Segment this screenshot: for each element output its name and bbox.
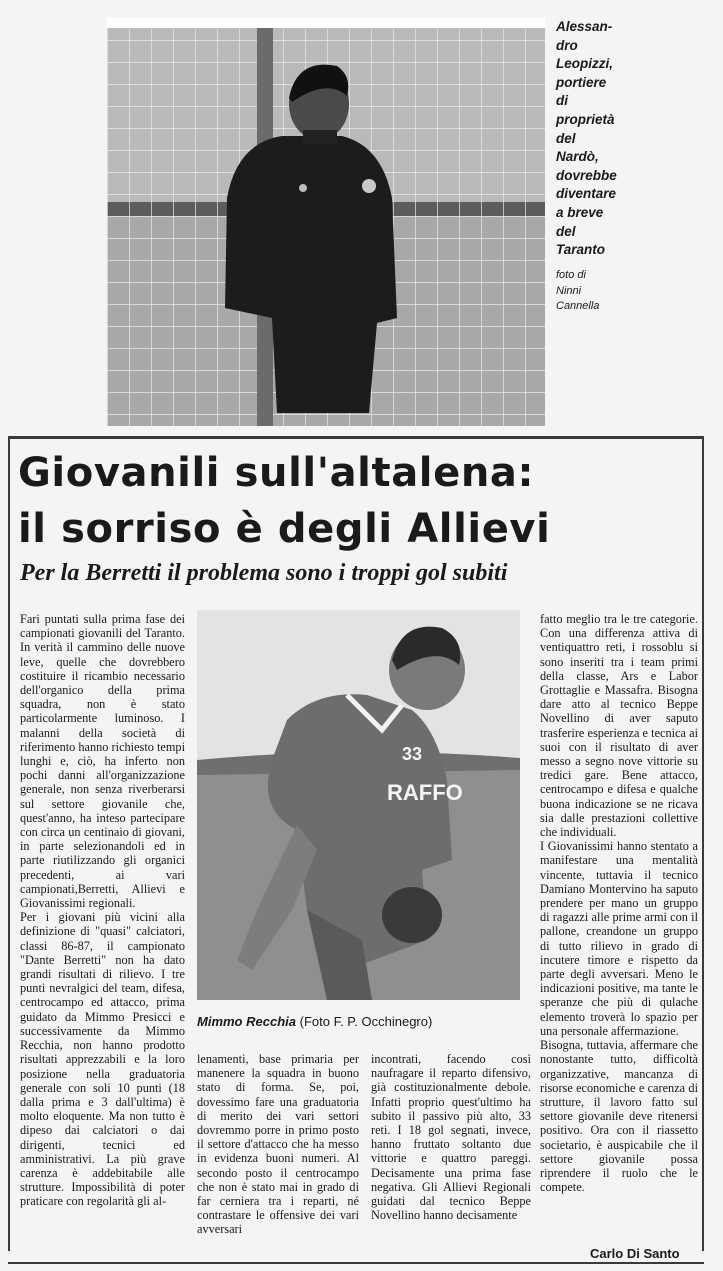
subheadline: Per la Berretti il problema sono i troppi gol subiti [20,560,508,586]
caption-line: di [556,93,568,109]
article-column-3 [371,1052,531,1252]
caption-line: diventare [556,186,617,202]
headline-line-2: il sorriso è degli Allievi [18,506,551,552]
caption-line: proprietà [556,111,615,127]
coach-photo-caption [197,1014,432,1029]
caption-line: del [556,130,576,146]
caption-line: Leopizzi, [556,56,613,72]
caption-name: Mimmo Recchia [197,1014,296,1029]
paragraph: Per i giovani più vicini alla definizione di "quasi" calciatori, classi 86-87, il campionato "Dante Berretti" non ha dato grandi risultati di rilievo. I tre punti nevralgici del team, difesa, centrocampo ed attacco, prima guidato da Mimmo Presicci e successivamente da Mimmo Recchia, non hanno prodotto risultati apprezzabili e la loro posizione nella graduatoria generale con soli 10 punti (18 dalla prima e 3 dall'ultima) è molto eloquente. Ma non tutto è dipeso dai calciatori o dai dirigenti, tecnici ed amministrativi. La più grave carenza è addebitabile alle strutture. Impossibilità di poter praticare con regolarità gli al- [20,910,185,1209]
credit-line: Ninni [556,284,582,297]
top-photo-credit [556,268,666,315]
caption-line: dovrebbe [556,167,617,183]
caption-line: portiere [556,74,607,90]
article-column-2 [197,1052,359,1252]
caption-line: Taranto [556,242,606,258]
paragraph: incontrati, facendo così naufragare il reparto difensivo, già costituzionalmente debole. Infatti proprio quest'ultimo ha subito il passivo più alto, 33 reti. I 18 gol segnati, invece, hanno fruttato soltanto due vittorie e quattro pareggi. Decisamente una prima fase negativa. Gli Allievi Regionali guidati dal tecnico Beppe Novellino hanno decisamente [371,1052,531,1223]
goalkeeper-photo [107,18,545,426]
bottom-rule [8,1262,704,1264]
caption-line: dro [556,37,578,53]
credit-line: Cannella [556,300,600,312]
paragraph: Fari puntati sulla prima fase dei campionati giovanili del Taranto. In verità il cammino delle nuove leve, quelle che dovrebbero costituire il ricambio necessario dell'organico della prima squadra, non è stato particolarmente luminoso. I malanni della società di riferimento hanno richiesto tempi lunghi e, ciò, ha inferto non pochi danni all'organizzazione generale, non senza riverberarsi sul settore giovanile che, quest'anno, ha inteso partecipare con circa un centinaio di giovani, in parte selezionandoli ed in parte riutilizzando gli organici precedenti, ai vari campionati,Berretti, Allievi e Giovanissimi regionali. [20,612,185,911]
jersey-number: 33 [402,744,423,764]
caption-line: Alessan- [556,19,613,34]
paragraph: lenamenti, base primaria per manenere la squadra in buono stato di forma. Se, poi, dovessimo fare una graduatoria di merito dei vari settori dovremmo porre in primo posto il settore d'attacco che ha messo in evidenza buoni numeri. Al secondo posto il centrocampo che non è stato mai in grado di far cerniera tra i reparti, né contrastare le offensive dei vari avversari [197,1052,359,1237]
article-column-1 [20,612,185,1252]
paragraph: Bisogna, tuttavia, affermare che nonostante tutto, difficoltà organizzative, mancanza di risorse economiche e carenza di strutture, il lavoro fatto sul settore giovanile deve ritenersi positivo. Ora con il riassetto societario, è auspicabile che il settore giovanile possa riprendere il ruolo che le compete. [540,1038,698,1195]
caption-line: Nardò, [556,149,599,165]
credit-line: foto di [556,269,586,281]
top-photo-caption [556,18,716,260]
headline-line-1: Giovanili sull'altalena: [18,450,535,496]
jersey-sponsor: RAFFO [387,780,463,805]
paragraph: I Giovanissimi hanno stentato a manifestare una mentalità vincente, tuttavia il tecnico Damiano Montervino ha saputo prendere per mano un gruppo di ragazzi alle prime armi con il pallone, creandone un gruppo di tutto rilievo in grado di incutere timore e rispetto da parte degli avversari. Meno le indicazioni positive, ma tante le speranze che più di qulache elemento troverà lo spazio per una personale affermazione. [540,839,698,1038]
byline: Carlo Di Santo [590,1246,680,1261]
caption-line: a breve [556,204,604,220]
caption-line: del [556,223,576,239]
goalkeeper-photo-image [107,18,545,426]
coach-photo-image [197,610,520,1000]
caption-credit: (Foto F. P. Occhinegro) [299,1014,433,1029]
article-column-4 [540,612,698,1242]
coach-photo [197,610,520,1000]
paragraph: fatto meglio tra le tre categorie. Con una differenza attiva di ventiquattro reti, i rossoblu si sono inseriti tra i team primi della classe, Ars e Labor Grottaglie e Massafra. Bisogna dare atto al tecnico Beppe Novellino di aver saputo trasferire esperienza e tecnica ai suoi con il risultato di aver messo a segno nove vittorie su tredici gare. Bene attacco, centrocampo e difesa e qualche buona indicazione se ne ricava sia dalle prestazioni collettive che individuali. [540,612,698,840]
